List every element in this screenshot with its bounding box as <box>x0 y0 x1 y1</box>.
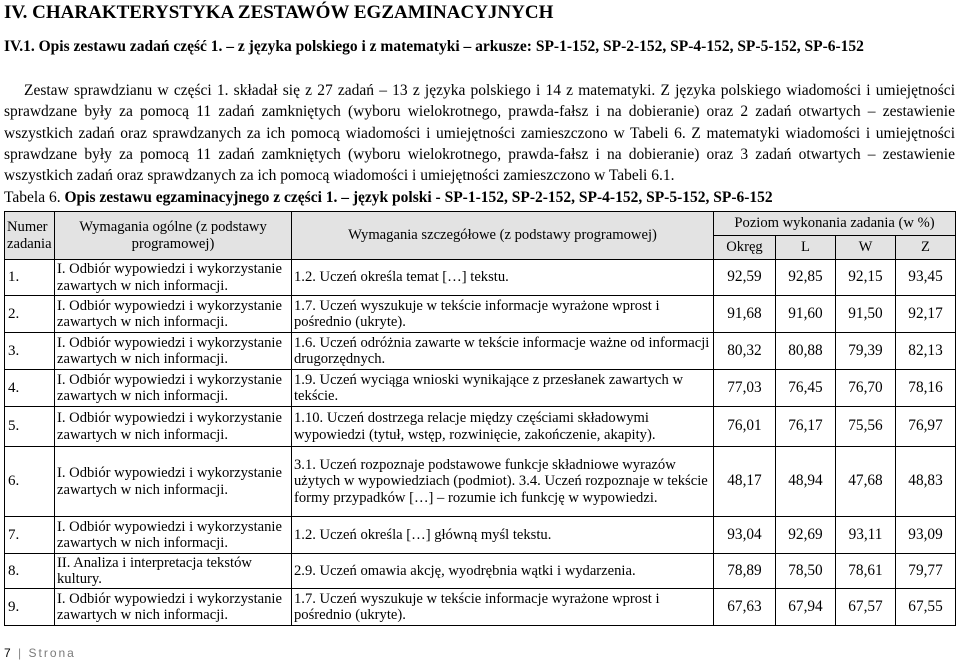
value-z: 79,77 <box>896 554 956 589</box>
value-z: 82,13 <box>896 333 956 370</box>
value-okreg: 91,68 <box>714 296 776 333</box>
detailed-requirement: 1.7. Uczeń wyszukuje w tekście informacje wyrażone wprost i pośrednio (ukryte). <box>292 589 714 626</box>
value-w: 75,56 <box>836 407 896 447</box>
general-requirement: I. Odbiór wypowiedzi i wykorzystanie zawartych w nich informacji. <box>55 447 292 517</box>
general-requirement: I. Odbiór wypowiedzi i wykorzystanie zawartych w nich informacji. <box>55 517 292 554</box>
header-general: Wymagania ogólne (z podstawy programowej) <box>55 212 292 260</box>
task-number: 7. <box>5 517 55 554</box>
value-okreg: 78,89 <box>714 554 776 589</box>
detailed-requirement: 1.2. Uczeń określa […] główną myśl tekstu. <box>292 517 714 554</box>
value-okreg: 93,04 <box>714 517 776 554</box>
value-w: 92,15 <box>836 260 896 296</box>
value-l: 92,85 <box>776 260 836 296</box>
value-w: 79,39 <box>836 333 896 370</box>
value-okreg: 92,59 <box>714 260 776 296</box>
value-z: 48,83 <box>896 447 956 517</box>
general-requirement: I. Odbiór wypowiedzi i wykorzystanie zawartych w nich informacji. <box>55 370 292 407</box>
value-okreg: 48,17 <box>714 447 776 517</box>
general-requirement: I. Odbiór wypowiedzi i wykorzystanie zawartych w nich informacji. <box>55 296 292 333</box>
exam-table <box>4 211 956 626</box>
value-l: 80,88 <box>776 333 836 370</box>
task-number: 9. <box>5 589 55 626</box>
value-okreg: 67,63 <box>714 589 776 626</box>
header-z: Z <box>896 236 956 260</box>
table-row <box>5 370 956 407</box>
table-row <box>5 333 956 370</box>
value-l: 48,94 <box>776 447 836 517</box>
header-w: W <box>836 236 896 260</box>
detailed-requirement: 2.9. Uczeń omawia akcję, wyodrębnia wątki i wydarzenia. <box>292 554 714 589</box>
value-okreg: 76,01 <box>714 407 776 447</box>
table-caption <box>4 189 773 207</box>
value-z: 92,17 <box>896 296 956 333</box>
task-number: 3. <box>5 333 55 370</box>
footer-separator: | <box>18 646 24 660</box>
header-okreg: Okręg <box>714 236 776 260</box>
task-number: 1. <box>5 260 55 296</box>
general-requirement: I. Odbiór wypowiedzi i wykorzystanie zawartych w nich informacji. <box>55 333 292 370</box>
header-level: Poziom wykonania zadania (w %) <box>714 212 956 236</box>
intro-paragraph <box>4 80 955 186</box>
value-w: 76,70 <box>836 370 896 407</box>
general-requirement: II. Analiza i interpretacja tekstów kultury. <box>55 554 292 589</box>
table-row <box>5 589 956 626</box>
table-caption-prefix: Tabela 6. <box>4 189 65 206</box>
value-okreg: 77,03 <box>714 370 776 407</box>
task-number: 6. <box>5 447 55 517</box>
general-requirement: I. Odbiór wypowiedzi i wykorzystanie zawartych w nich informacji. <box>55 407 292 447</box>
value-z: 67,55 <box>896 589 956 626</box>
value-l: 76,17 <box>776 407 836 447</box>
value-w: 78,61 <box>836 554 896 589</box>
detailed-requirement: 3.1. Uczeń rozpoznaje podstawowe funkcje składniowe wyrazów użytych w wypowiedziach (podmiot). 3.4. Uczeń rozpoznaje w tekście formy przypadków […] – rozumie ich funkcję w wypowiedzi. <box>292 447 714 517</box>
value-z: 76,97 <box>896 407 956 447</box>
task-number: 5. <box>5 407 55 447</box>
general-requirement: I. Odbiór wypowiedzi i wykorzystanie zawartych w nich informacji. <box>55 260 292 296</box>
page-label: Strona <box>28 646 76 660</box>
detailed-requirement: 1.2. Uczeń określa temat […] tekstu. <box>292 260 714 296</box>
value-z: 93,09 <box>896 517 956 554</box>
detailed-requirement: 1.9. Uczeń wyciąga wnioski wynikające z przesłanek zawartych w tekście. <box>292 370 714 407</box>
page-number: 7 <box>4 646 13 660</box>
value-l: 67,94 <box>776 589 836 626</box>
table-row <box>5 260 956 296</box>
value-z: 78,16 <box>896 370 956 407</box>
header-l: L <box>776 236 836 260</box>
header-number: Numer zadania <box>5 212 55 260</box>
table-row <box>5 447 956 517</box>
task-number: 4. <box>5 370 55 407</box>
subsection-heading: IV.1. Opis zestawu zadań część 1. – z języka polskiego i z matematyki – arkusze: SP-1-152, SP-2-152, SP-4-152, SP-5-152, SP-6-152 <box>4 38 864 55</box>
value-w: 93,11 <box>836 517 896 554</box>
page-footer <box>4 646 76 660</box>
header-detailed: Wymagania szczegółowe (z podstawy programowej) <box>292 212 714 260</box>
table-row <box>5 517 956 554</box>
table-row <box>5 407 956 447</box>
value-l: 78,50 <box>776 554 836 589</box>
value-l: 91,60 <box>776 296 836 333</box>
intro-text: Zestaw sprawdzianu w części 1. składał się z 27 zadań – 13 z języka polskiego i 14 z matematyki. Z języka polskiego wiadomości i umiejętności sprawdzane były za pomocą 11 zadań zamkniętych (wyboru wielokrotnego, prawda-fałsz i na dobieranie) oraz 2 zadań otwartych – zestawienie wszystkich zadań oraz sprawdzanych za ich pomocą wiadomości i umiejętności zamieszczono w Tabeli 6. Z matematyki wiadomości i umiejętności sprawdzane były za pomocą 11 zadań zamkniętych (wyboru wielokrotnego, prawda-fałsz i na dobieranie) oraz 3 zadań otwartych – zestawienie wszystkich zadań oraz sprawdzanych za ich pomocą wiadomości i umiejętności zamieszczono w Tabeli 6.1. <box>4 82 955 185</box>
value-w: 67,57 <box>836 589 896 626</box>
detailed-requirement: 1.10. Uczeń dostrzega relacje między częściami składowymi wypowiedzi (tytuł, wstęp, rozwinięcie, zakończenie, akapity). <box>292 407 714 447</box>
task-number: 8. <box>5 554 55 589</box>
detailed-requirement: 1.7. Uczeń wyszukuje w tekście informacje wyrażone wprost i pośrednio (ukryte). <box>292 296 714 333</box>
value-w: 91,50 <box>836 296 896 333</box>
value-w: 47,68 <box>836 447 896 517</box>
detailed-requirement: 1.6. Uczeń odróżnia zawarte w tekście informacje ważne od informacji drugorzędnych. <box>292 333 714 370</box>
value-z: 93,45 <box>896 260 956 296</box>
task-number: 2. <box>5 296 55 333</box>
table-row <box>5 554 956 589</box>
table-row <box>5 296 956 333</box>
table-caption-title: Opis zestawu egzaminacyjnego z części 1. – język polski - SP-1-152, SP-2-152, SP-4-152, SP-5-152, SP-6-152 <box>64 189 773 206</box>
value-l: 76,45 <box>776 370 836 407</box>
general-requirement: I. Odbiór wypowiedzi i wykorzystanie zawartych w nich informacji. <box>55 589 292 626</box>
section-heading: IV. CHARAKTERYSTYKA ZESTAWÓW EGZAMINACYJNYCH <box>4 2 554 23</box>
value-l: 92,69 <box>776 517 836 554</box>
value-okreg: 80,32 <box>714 333 776 370</box>
